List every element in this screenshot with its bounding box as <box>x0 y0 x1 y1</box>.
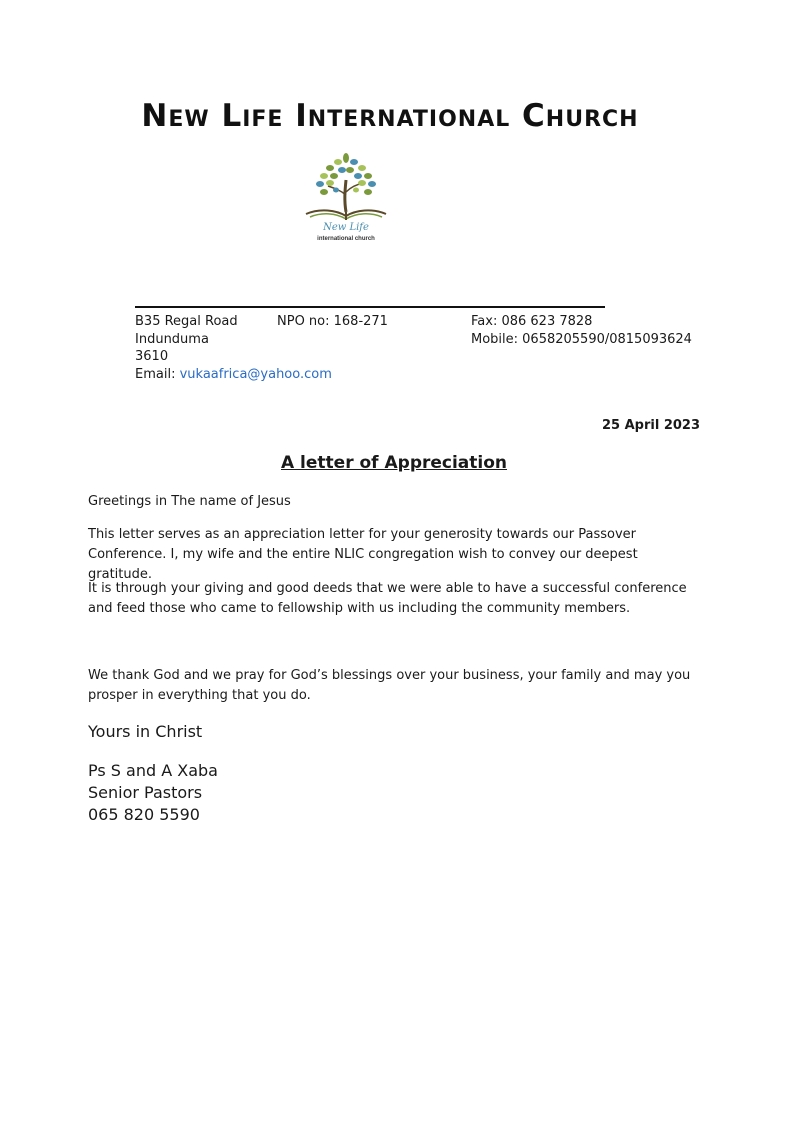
greeting: Greetings in The name of Jesus <box>88 494 291 509</box>
address-line-1: B35 Regal Road <box>135 314 238 329</box>
logo-subtext: international church <box>317 236 375 242</box>
npo-number: NPO no: 168-271 <box>277 314 388 329</box>
address-line-2: Indunduma <box>135 331 209 347</box>
logo-script-text: New Life <box>323 222 369 233</box>
body-paragraph-2: It is through your giving and good deeds that we were able to have a successful conference and feed those who came to fellowship with us including the community members. <box>88 581 687 616</box>
email-line <box>135 366 332 384</box>
body-paragraph-3: We thank God and we pray for God’s blessings over your business, your family and may you prosper in everything that you do. <box>88 668 691 703</box>
signatory-phone: 065 820 5590 <box>88 805 200 824</box>
phone-block <box>471 313 692 348</box>
signature-block <box>88 760 218 826</box>
letter-date: 25 April 2023 <box>601 418 700 433</box>
church-name-heading: New Life International Church <box>141 98 639 134</box>
fax-number: Fax: 086 623 7828 <box>471 314 593 329</box>
signatory-role: Senior Pastors <box>88 783 203 802</box>
mobile-number: Mobile: 0658205590/0815093624 <box>471 331 692 347</box>
closing-salutation: Yours in Christ <box>88 722 203 741</box>
signatory-name: Ps S and A Xaba <box>88 761 218 780</box>
address-line-3: 3610 <box>135 349 169 364</box>
header-divider <box>135 306 605 308</box>
letter-title: A letter of Appreciation <box>280 453 508 473</box>
email-link[interactable]: vukaafrica@yahoo.com <box>179 366 332 382</box>
body-paragraph-1: This letter serves as an appreciation letter for your generosity towards our Passover Conference. I, my wife and the entire NLIC congregation wish to convey our deepest gratitude. <box>88 527 638 582</box>
email-label: Email: <box>135 366 180 382</box>
